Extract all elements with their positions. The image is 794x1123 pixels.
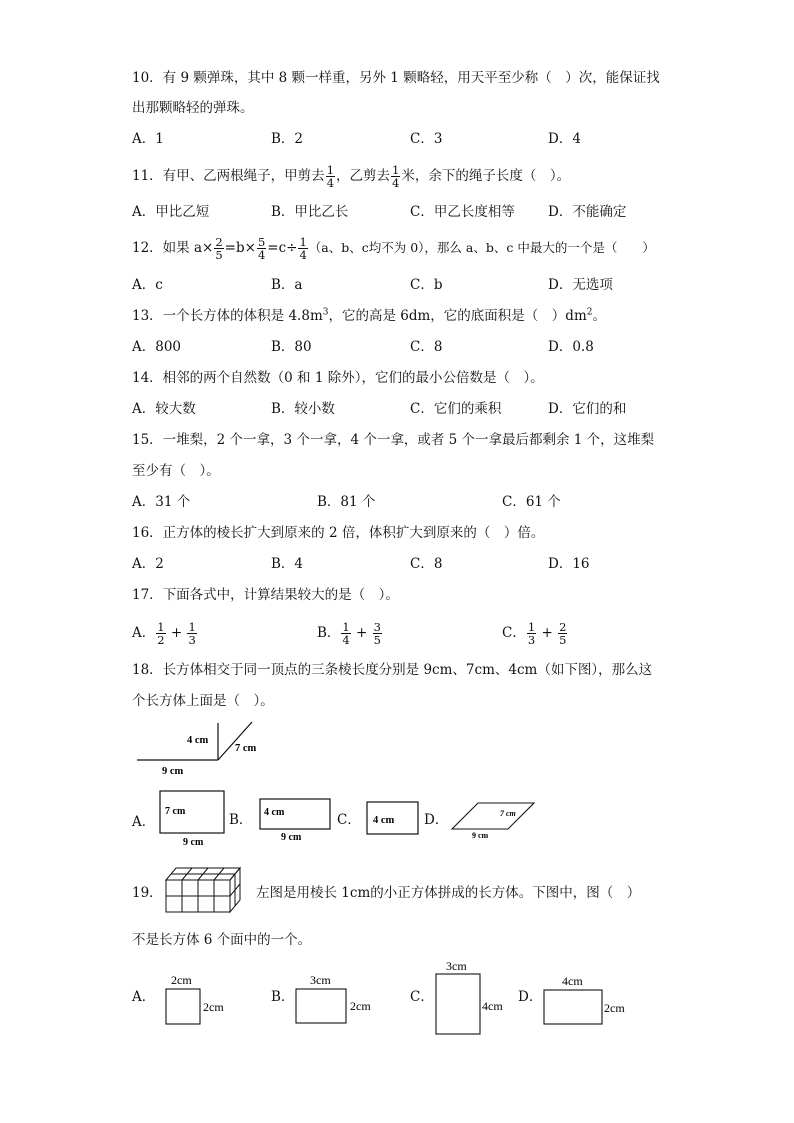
q19-cuboid-figure	[162, 864, 244, 916]
q11-option-b: B．甲比乙长	[271, 204, 349, 220]
q11-fraction-1-num: 1	[326, 163, 335, 177]
q12-fraction-2-den: 4	[257, 248, 266, 262]
q19-c-side-label: 4cm	[482, 999, 503, 1013]
q18-option-d-figure	[448, 800, 538, 842]
q16-option-b: B．4	[271, 556, 304, 572]
q18-fig-width-label: 9 cm	[162, 766, 184, 777]
q11-fraction-2-num: 1	[392, 163, 400, 177]
q14-option-b: B．较小数	[271, 401, 335, 417]
q13-superscript-1: 3	[322, 307, 329, 318]
q17-c-frac-1	[527, 621, 536, 646]
q13-option-a: A．800	[132, 339, 182, 355]
q12-fraction-1	[214, 236, 223, 261]
q11-fraction-2-den: 4	[392, 176, 400, 190]
q17-stem: 17．下面各式中，计算结果较大的是（ ）。	[132, 587, 399, 603]
q19-c-top-label: 3cm	[446, 959, 467, 973]
q11-fraction-1-den: 4	[326, 176, 335, 190]
q14-option-c: C．它们的乘积	[410, 401, 502, 417]
q12-fraction-2-num: 5	[257, 235, 266, 249]
q12-fraction-3	[298, 236, 307, 261]
q11-text-2: ，乙剪去	[336, 168, 391, 184]
q19-option-a-figure	[160, 970, 240, 1030]
q17-a-plus: +	[170, 625, 183, 641]
q15-option-c: C．61 个	[502, 494, 561, 510]
q19-option-b-label: B．	[271, 989, 295, 1005]
q17-option-b-label: B．	[317, 625, 341, 641]
q17-b-frac-2-num: 3	[373, 620, 381, 634]
q11-fraction-1	[326, 164, 335, 189]
q18-option-b-label: B．	[229, 812, 253, 828]
q12-fraction-1-den: 5	[215, 248, 223, 262]
q17-b-frac-1-num: 1	[342, 620, 350, 634]
q12-fraction-3-num: 1	[299, 235, 307, 249]
q14-stem: 14．相邻的两个自然数（0 和 1 除外），它们的最小公倍数是（ ）。	[132, 370, 544, 386]
q18-d-top-label: 7 cm	[500, 809, 516, 818]
q19-option-d-figure	[540, 970, 640, 1030]
q11-option-c: C．甲乙长度相等	[410, 204, 515, 220]
q13-option-b: B．80	[271, 339, 312, 355]
q12-text-1: 12．如果 a×	[132, 240, 214, 256]
q12-text-3: =c÷	[267, 240, 298, 256]
q19-a-top-label: 2cm	[171, 973, 192, 987]
q15-stem-line2: 至少有（ ）。	[132, 463, 220, 479]
q17-option-c-label: C．	[502, 625, 526, 641]
q17-a-frac-2-num: 1	[188, 620, 196, 634]
q19-number: 19．	[132, 885, 163, 901]
q17-b-plus: +	[356, 625, 368, 641]
q13-text-2: ，它的高是 6dm，它的底面积是（ ）dm	[328, 308, 587, 324]
q17-c-frac-1-num: 1	[527, 620, 536, 634]
q12-fraction-3-den: 4	[299, 248, 307, 262]
q12-option-b: B．a	[271, 277, 303, 293]
q18-option-a-label: A．	[132, 814, 156, 830]
q10-option-d: D．4	[548, 131, 581, 147]
q18-vertex-figure	[132, 718, 292, 778]
q19-option-c-figure	[432, 958, 512, 1038]
q11-stem	[132, 162, 570, 190]
q12-stem	[132, 234, 655, 262]
q17-a-frac-2	[187, 621, 196, 646]
q19-option-d-label: D．	[518, 989, 543, 1005]
q18-b-bottom-label: 9 cm	[281, 832, 302, 843]
q11-fraction-2	[391, 164, 400, 189]
q16-option-d: D．16	[548, 556, 590, 572]
q19-b-side-label: 2cm	[350, 999, 371, 1013]
q18-stem-line1: 18．长方体相交于同一顶点的三条棱长度分别是 9cm、7cm、4cm（如下图），那么这	[132, 662, 653, 678]
q18-a-bottom-label: 9 cm	[183, 837, 204, 848]
q12-option-a: A．c	[132, 277, 163, 293]
q17-option-b	[317, 616, 383, 650]
q17-c-frac-2-den: 5	[559, 633, 567, 647]
q18-option-b-figure	[257, 797, 335, 843]
q13-option-c: C．8	[410, 339, 443, 355]
q19-d-side-label: 2cm	[604, 1001, 625, 1015]
q19-d-top-label: 4cm	[562, 974, 583, 988]
q10-stem-line1: 10．有 9 颗弹珠，其中 8 颗一样重，另外 1 颗略轻，用天平至少称（ ）次，能保证找	[132, 70, 660, 86]
q17-c-frac-2	[558, 621, 567, 646]
q11-text-1: 11．有甲、乙两根绳子，甲剪去	[132, 168, 325, 184]
q19-option-c-label: C．	[410, 989, 434, 1005]
q19-b-top-label: 3cm	[310, 973, 331, 987]
q13-text-3: 。	[592, 308, 606, 324]
q17-b-frac-1-den: 4	[342, 633, 350, 647]
q17-option-c	[502, 616, 568, 650]
q17-a-frac-1-den: 2	[157, 633, 165, 647]
q17-c-frac-2-num: 2	[559, 620, 567, 634]
q16-option-a: A．2	[132, 556, 164, 572]
q10-stem-line2: 出那颗略轻的弹珠。	[132, 100, 254, 116]
q17-option-a-label: A．	[132, 625, 156, 641]
q17-a-frac-1-num: 1	[157, 620, 165, 634]
q13-text-1: 13．一个长方体的体积是 4.8m	[132, 308, 323, 324]
q18-fig-height-label: 4 cm	[187, 735, 209, 746]
q12-text-2: =b×	[224, 240, 256, 256]
q19-option-b-figure	[291, 970, 381, 1030]
q18-c-inside-label: 4 cm	[373, 815, 395, 826]
q13-option-d: D．0.8	[548, 339, 594, 355]
q18-a-top-label: 7 cm	[165, 806, 186, 817]
q18-option-a-figure	[157, 789, 229, 849]
q15-stem-line1: 15．一堆梨，2 个一拿，3 个一拿，4 个一拿，或者 5 个一拿最后都剩余 1 个，这堆梨	[132, 432, 655, 448]
q17-c-plus: +	[541, 625, 553, 641]
q17-c-frac-1-den: 3	[527, 633, 536, 647]
q16-stem: 16．正方体的棱长扩大到原来的 2 倍，体积扩大到原来的（ ）倍。	[132, 525, 545, 541]
q10-option-b: B．2	[271, 131, 304, 147]
q17-option-a	[132, 616, 198, 650]
q19-stem-line2: 不是长方体 6 个面中的一个。	[132, 932, 312, 948]
q12-option-c: C．b	[410, 277, 443, 293]
q17-b-frac-2	[373, 621, 382, 646]
q12-text-4: （a、b、c均不为 0），那么 a、b、c 中最大的一个是（ ）	[308, 240, 655, 255]
q19-option-a-label: A．	[132, 989, 156, 1005]
q18-option-c-label: C．	[337, 812, 361, 828]
q11-text-3: 米，余下的绳子长度（ ）。	[401, 168, 571, 184]
q18-b-top-label: 4 cm	[264, 807, 285, 818]
q12-option-d: D．无选项	[548, 277, 613, 293]
q19-stem-line1: 左图是用棱长 1cm的小正方体拼成的长方体。下图中，图（ ）	[256, 885, 641, 901]
q14-option-a: A．较大数	[132, 401, 196, 417]
q15-option-a: A．31 个	[132, 494, 191, 510]
q17-a-frac-1	[156, 621, 165, 646]
q17-b-frac-2-den: 5	[373, 633, 381, 647]
q14-option-d: D．它们的和	[548, 401, 627, 417]
q10-option-c: C．3	[410, 131, 443, 147]
q18-d-bottom-label: 9 cm	[472, 831, 489, 840]
q17-b-frac-1	[341, 621, 350, 646]
q11-option-d: D．不能确定	[548, 204, 627, 220]
q13-stem	[132, 306, 606, 326]
q13-superscript-2: 2	[586, 307, 593, 318]
q11-option-a: A．甲比乙短	[132, 204, 210, 220]
q18-option-d-label: D．	[424, 812, 449, 828]
q16-option-c: C．8	[410, 556, 443, 572]
q12-fraction-2	[257, 236, 266, 261]
q17-a-frac-2-den: 3	[188, 633, 196, 647]
q12-fraction-1-num: 2	[215, 235, 223, 249]
q18-fig-depth-label: 7 cm	[235, 743, 257, 754]
q18-stem-line2: 个长方体上面是（ ）。	[132, 693, 274, 709]
q19-a-side-label: 2cm	[203, 1000, 224, 1014]
q15-option-b: B．81 个	[317, 494, 376, 510]
q18-option-c-figure	[364, 800, 422, 840]
q10-option-a: A．1	[132, 131, 164, 147]
